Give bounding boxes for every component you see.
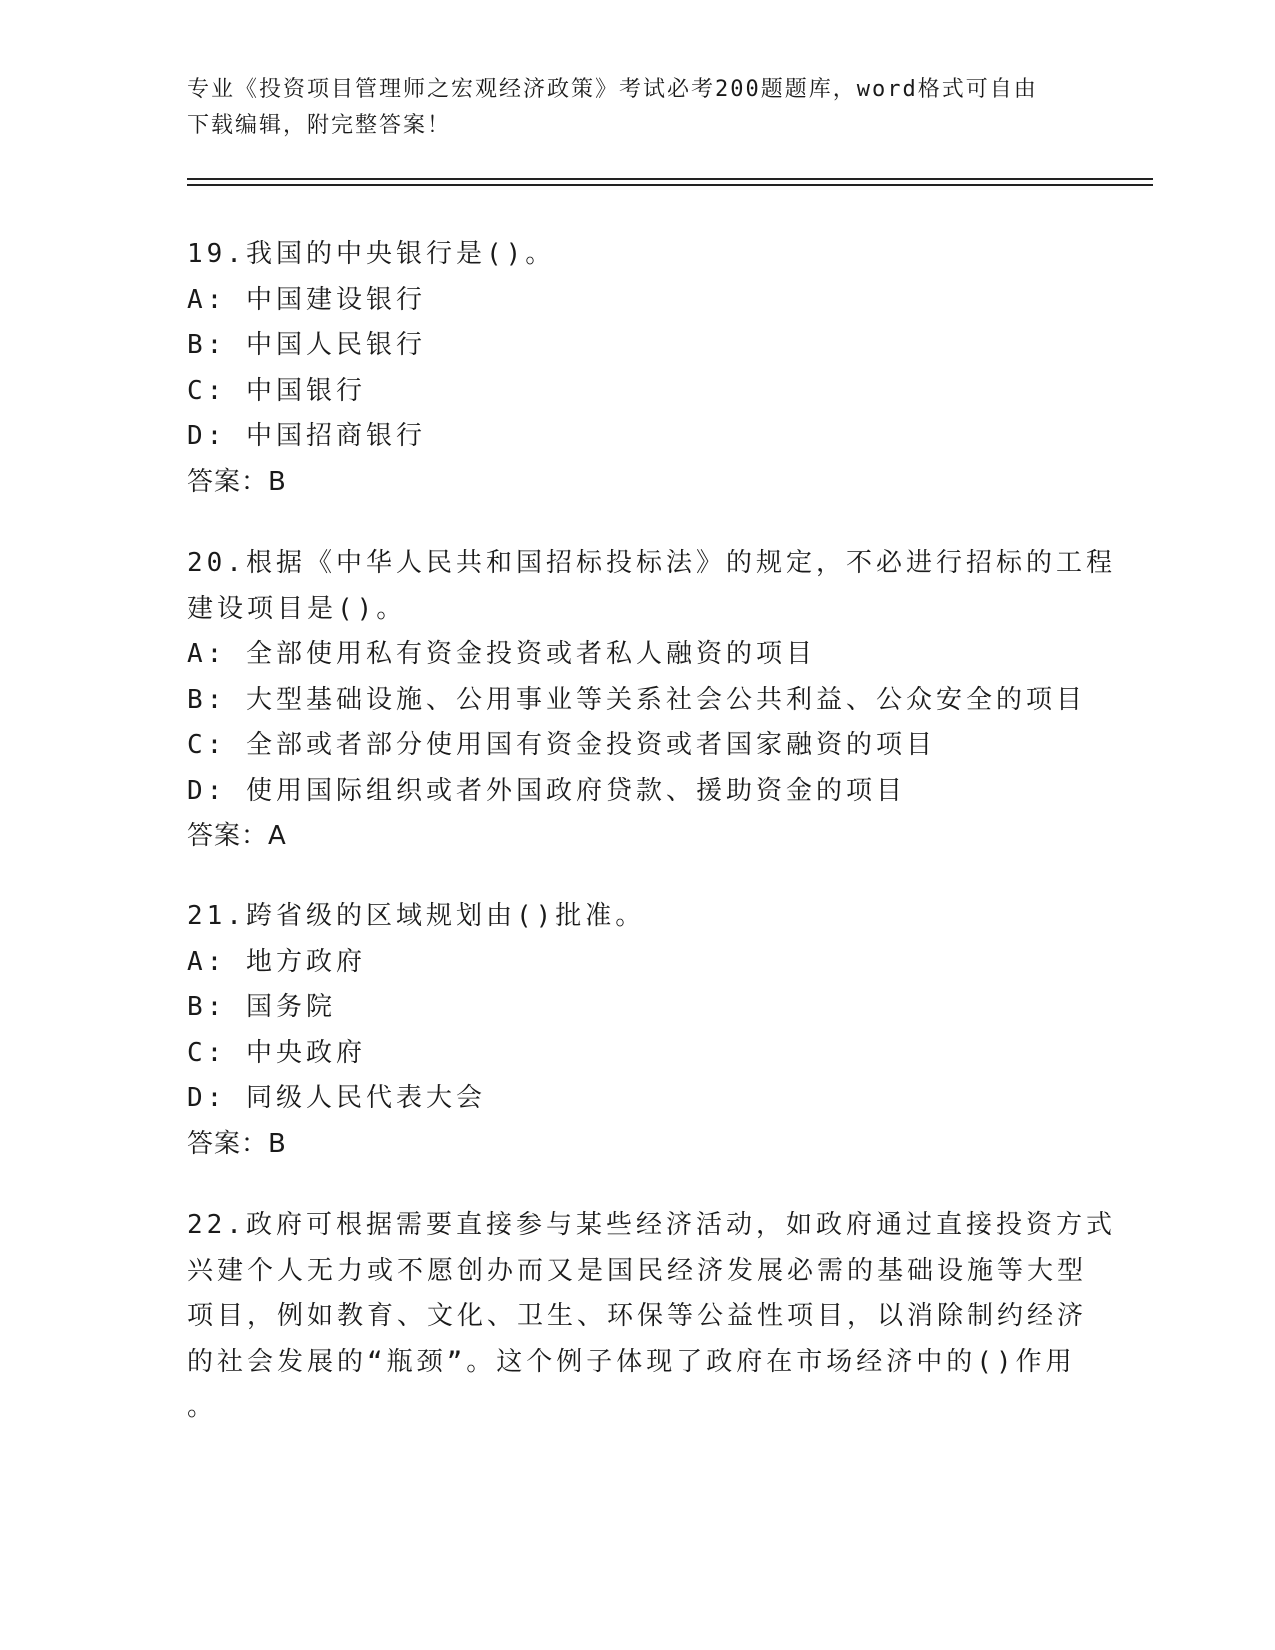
question-stem-line-1: 22.政府可根据需要直接参与某些经济活动，如政府通过直接投资方式 xyxy=(187,1210,1116,1240)
answer-line: 答案：B xyxy=(187,1128,287,1159)
document-header xyxy=(187,72,1087,144)
option-a: A: 中国建设银行 xyxy=(187,284,426,315)
option-a: A: 地方政府 xyxy=(187,946,366,977)
option-c: C: 中央政府 xyxy=(187,1037,366,1068)
question-20 xyxy=(187,541,1116,860)
question-stem-line-2: 建设项目是()。 xyxy=(187,593,407,624)
question-stem-line-4: 的社会发展的“瓶颈”。这个例子体现了政府在市场经济中的()作用 xyxy=(187,1346,1076,1377)
question-stem-line-3: 项目，例如教育、文化、卫生、环保等公益性项目，以消除制约经济 xyxy=(187,1301,1088,1331)
answer-line: 答案：B xyxy=(187,466,287,497)
question-stem: 19.我国的中央银行是()。 xyxy=(187,239,556,269)
option-b: B: 中国人民银行 xyxy=(187,330,426,360)
question-stem-line-1: 20.根据《中华人民共和国招标投标法》的规定，不必进行招标的工程 xyxy=(187,548,1116,578)
question-21 xyxy=(187,894,1087,1167)
question-stem-line-2: 兴建个人无力或不愿创办而又是国民经济发展必需的基础设施等大型 xyxy=(187,1255,1088,1286)
option-d: D: 中国招商银行 xyxy=(187,421,426,451)
header-line-1: 专业《投资项目管理师之宏观经济政策》考试必考200题题库，word格式可自由 xyxy=(187,77,1038,102)
header-divider-bottom xyxy=(187,184,1153,186)
option-c: C: 中国银行 xyxy=(187,375,366,406)
option-b: B: 国务院 xyxy=(187,992,336,1022)
option-d: D: 使用国际组织或者外国政府贷款、援助资金的项目 xyxy=(187,775,906,806)
option-b: B: 大型基础设施、公用事业等关系社会公共利益、公众安全的项目 xyxy=(187,684,1086,715)
question-19 xyxy=(187,232,1087,505)
option-c: C: 全部或者部分使用国有资金投资或者国家融资的项目 xyxy=(187,730,936,760)
option-d: D: 同级人民代表大会 xyxy=(187,1083,486,1113)
question-22 xyxy=(187,1203,1116,1431)
question-stem-line-5: 。 xyxy=(187,1392,218,1422)
header-line-2: 下载编辑，附完整答案！ xyxy=(187,113,452,138)
question-stem: 21.跨省级的区域规划由()批准。 xyxy=(187,901,646,931)
header-divider-top xyxy=(187,178,1153,180)
answer-line: 答案：A xyxy=(187,821,287,851)
option-a: A: 全部使用私有资金投资或者私人融资的项目 xyxy=(187,639,816,669)
